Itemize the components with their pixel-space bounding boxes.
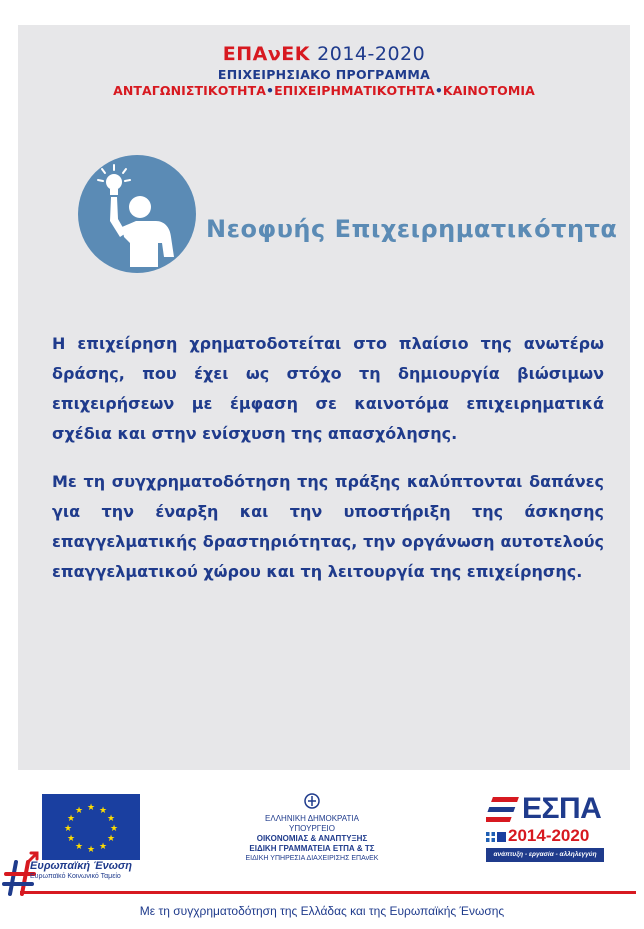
espa-years: 2014-2020 xyxy=(508,826,590,845)
svg-text:★: ★ xyxy=(98,806,108,816)
eu-name: Ευρωπαϊκή Ένωση xyxy=(30,860,132,872)
flags-icon xyxy=(486,832,506,842)
program-brand-line xyxy=(18,43,630,65)
svg-text:★: ★ xyxy=(63,824,73,834)
cofunding-footer: Με τη συγχρηματοδότηση της Ελλάδας και της Ευρωπαϊκής Ένωσης xyxy=(139,904,505,918)
ministry-line4: ΕΙΔΙΚΗ ΓΡΑΜΜΑΤΕΙΑ ΕΤΠΑ & ΤΣ xyxy=(249,844,375,853)
espa-tagline: ανάπτυξη - εργασία - αλληλεγγύη xyxy=(486,848,604,862)
svg-text:★: ★ xyxy=(86,845,96,855)
paragraph-2: Με τη συγχρηματοδότηση της πράξης καλύπτονται δαπάνες για την έναρξη και την υποστήριξη της άσκησης επαγγελματικής δραστηριότητας, την οργάνωση αυτοτελούς επαγγελματικού χώρου και τη λειτουργία της επιχείρησης. xyxy=(52,472,604,581)
program-name: ΕΠΙΧΕΙΡΗΣΙΑΚΟ ΠΡΟΓΡΑΜΜΑ xyxy=(217,67,431,82)
pillar-separator: • xyxy=(434,83,443,98)
svg-text:★: ★ xyxy=(74,806,84,816)
svg-text:★: ★ xyxy=(109,824,119,834)
svg-text:★: ★ xyxy=(74,842,84,852)
espa-stripes-icon xyxy=(486,794,522,828)
greek-crest-icon xyxy=(304,792,320,810)
pillar-innovation: ΚΑΙΝΟΤΟΜΙΑ xyxy=(442,83,535,98)
eu-label xyxy=(30,860,132,880)
svg-text:★: ★ xyxy=(86,803,96,813)
eu-flag-icon xyxy=(42,794,140,860)
paragraph-1: Η επιχείρηση χρηματοδοτείται στο πλαίσιο της ανωτέρω δράσης, που έχει ως στόχο τη δημιουργία βιώσιμων επιχειρήσεων με έμφαση σε καινοτόμα επιχειρηματικά σχέδια και στην ενίσχυση της απασχόλησης. xyxy=(52,334,604,443)
ministry-line5: ΕΙΔΙΚΗ ΥΠΗΡΕΣΙΑ ΔΙΑΧΕΙΡΙΣΗΣ ΕΠΑνΕΚ xyxy=(245,855,379,862)
footer-divider xyxy=(20,891,636,894)
svg-text:★: ★ xyxy=(66,834,76,844)
program-header xyxy=(18,43,630,98)
svg-text:★: ★ xyxy=(66,814,76,824)
ministry-line2: ΥΠΟΥΡΓΕΙΟ xyxy=(289,824,335,833)
svg-text:★: ★ xyxy=(98,842,108,852)
program-brand: ΕΠΑνΕΚ xyxy=(222,43,311,65)
program-pillars xyxy=(18,83,630,98)
ministry-logo xyxy=(232,792,392,864)
person-lightbulb-icon xyxy=(78,155,196,273)
pillar-entrepreneurship: ΕΠΙΧΕΙΡΗΜΑΤΙΚΟΤΗΤΑ xyxy=(274,83,435,98)
ministry-line3: ΟΙΚΟΝΟΜΙΑΣ & ΑΝΑΠΤΥΞΗΣ xyxy=(256,834,368,843)
content-panel xyxy=(18,25,630,770)
eu-fund: Ευρωπαϊκό Κοινωνικό Ταμείο xyxy=(30,873,121,880)
svg-text:★: ★ xyxy=(106,814,116,824)
svg-text:★: ★ xyxy=(106,834,116,844)
program-years: 2014-2020 xyxy=(317,43,426,65)
section-title: Νεοφυής Επιχειρηματικότητα xyxy=(206,215,618,243)
espa-word: ΕΣΠΑ xyxy=(522,792,602,825)
ministry-line1: ΕΛΛΗΝΙΚΗ ΔΗΜΟΚΡΑΤΙΑ xyxy=(265,814,359,823)
pillar-separator: • xyxy=(266,83,275,98)
pillar-competitiveness: ΑΝΤΑΓΩΝΙΣΤΙΚΟΤΗΤΑ xyxy=(113,83,267,98)
